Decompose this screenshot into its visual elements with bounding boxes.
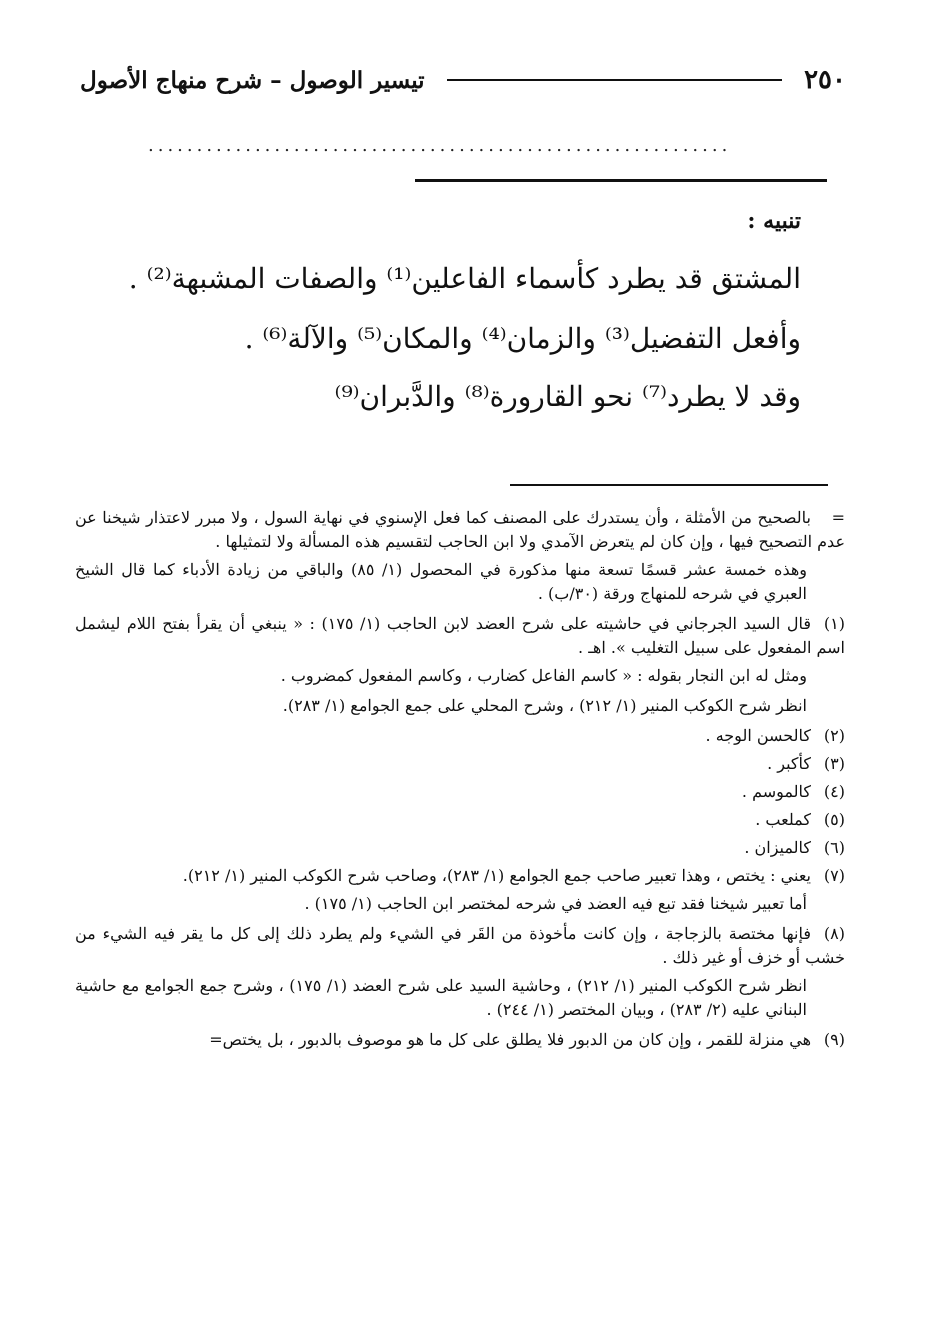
footnote-marker: (٣) bbox=[823, 754, 845, 773]
footnote-marker: (٩) bbox=[823, 1030, 845, 1049]
running-title: تيسير الوصول – شرح منهاج الأصول bbox=[80, 66, 425, 94]
footnote-marker: = bbox=[831, 508, 845, 527]
footnote-text: بالصحيح من الأمثلة ، وأن يستدرك على المصنف كما فعل الإسنوي في نهاية السول ، ولا مبرر لاعتذار شيخنا عن عدم التصحيح فيها ، وإن كان لم يتعرض الآمدي ولا ابن الحاجب لتقسيم هذه المسألة ولا لتمثيلها . bbox=[75, 508, 845, 551]
page-number: ٢٥٠ bbox=[804, 65, 846, 95]
footnote-5 bbox=[75, 808, 845, 832]
footnote-2 bbox=[75, 724, 845, 748]
section-rule bbox=[415, 179, 827, 182]
main-text-line: المشتق قد يطرد كأسماء الفاعلين⁽¹⁾ والصفات المشبهة⁽²⁾ . bbox=[128, 262, 801, 295]
footnote-text: كملعب . bbox=[755, 810, 811, 829]
footnote-text: كأكبر . bbox=[767, 754, 811, 773]
footnote-paragraph: وهذه خمسة عشر قسمًا تسعة منها مذكورة في المحصول (١/ ٨٥) والباقي من زيادة الأدباء كما قال الشيخ العبري في شرحه للمنهاج ورقة (٣٠/ب) . bbox=[75, 560, 808, 603]
footnotes bbox=[75, 506, 845, 1056]
section-heading: تنبيه : bbox=[747, 208, 801, 234]
footnote-3 bbox=[75, 752, 845, 776]
footnote-marker: (٥) bbox=[823, 810, 845, 829]
footnote-marker: (٧) bbox=[823, 866, 845, 885]
page-header bbox=[80, 60, 846, 100]
footnote-marker: (٢) bbox=[823, 726, 845, 745]
footnote-4 bbox=[75, 780, 845, 804]
footnote-text: هي منزلة للقمر ، وإن كان من الدبور فلا يطلق على كل ما هو موصوف بالدبور ، بل يختص= bbox=[209, 1030, 811, 1049]
footnote-6 bbox=[75, 836, 845, 860]
footnote-paragraph: أما تعبير شيخنا فقد تبع فيه العضد في شرحه لمختصر ابن الحاجب (١/ ١٧٥) . bbox=[304, 894, 807, 913]
footnote-8 bbox=[75, 922, 845, 970]
footnote-marker: (٤) bbox=[823, 782, 845, 801]
footnote-text: كالميزان . bbox=[744, 838, 811, 857]
footnote-rule bbox=[510, 484, 828, 486]
footnote-text: كالحسن الوجه . bbox=[705, 726, 811, 745]
footnote-text: قال السيد الجرجاني في حاشيته على شرح العضد لابن الحاجب (١/ ١٧٥) : « ينبغي أن يقرأ بفتح اللام ليشمل اسم المفعول على سبيل التغليب ». اهـ . bbox=[75, 614, 845, 657]
footnote-1 bbox=[75, 612, 845, 660]
footnote-marker: (٨) bbox=[823, 924, 845, 943]
footnote-text: كالموسم . bbox=[741, 782, 811, 801]
footnote-text: يعني : يختص ، وهذا تعبير صاحب جمع الجوامع (١/ ٢٨٣)، وصاحب شرح الكوكب المنير (١/ ٢١٢). bbox=[182, 866, 811, 885]
footnote-paragraph: انظر شرح الكوكب المنير (١/ ٢١٢) ، وحاشية السيد على شرح العضد (١/ ١٧٥) ، وشرح جمع الجوامع مع حاشية البناني عليه (٢/ ٢٨٣) ، وبيان المختصر (١/ ٢٤٤) . bbox=[75, 976, 807, 1019]
footnote-text: فإنها مختصة بالزجاجة ، وإن كانت مأخوذة من القَر في الشيء ولم يطرد ذلك إلى كل ما يقر فيه الشيء من خشب أو خزف أو غير ذلك . bbox=[75, 924, 845, 967]
footnote-paragraph: ومثل له ابن النجار بقوله : « كاسم الفاعل كضارب ، وكاسم المفعول كمضروب . bbox=[280, 666, 807, 685]
footnote-marker: (٦) bbox=[823, 838, 845, 857]
footnote-7 bbox=[75, 864, 845, 888]
footnote-continuation bbox=[75, 506, 845, 554]
header-rule bbox=[447, 79, 783, 81]
footnote-9 bbox=[75, 1028, 845, 1052]
main-text-line: وقد لا يطرد⁽⁷⁾ نحو القارورة⁽⁸⁾ والدَّبران⁽⁹⁾ bbox=[334, 380, 801, 413]
main-text-line: وأفعل التفضيل⁽³⁾ والزمان⁽⁴⁾ والمكان⁽⁵⁾ والآلة⁽⁶⁾ . bbox=[244, 322, 801, 355]
footnote-paragraph: انظر شرح الكوكب المنير (١/ ٢١٢) ، وشرح المحلي على جمع الجوامع (١/ ٢٨٣). bbox=[282, 696, 807, 715]
footnote-marker: (١) bbox=[823, 614, 845, 633]
ellipsis-divider: ............................................................ bbox=[148, 135, 732, 155]
